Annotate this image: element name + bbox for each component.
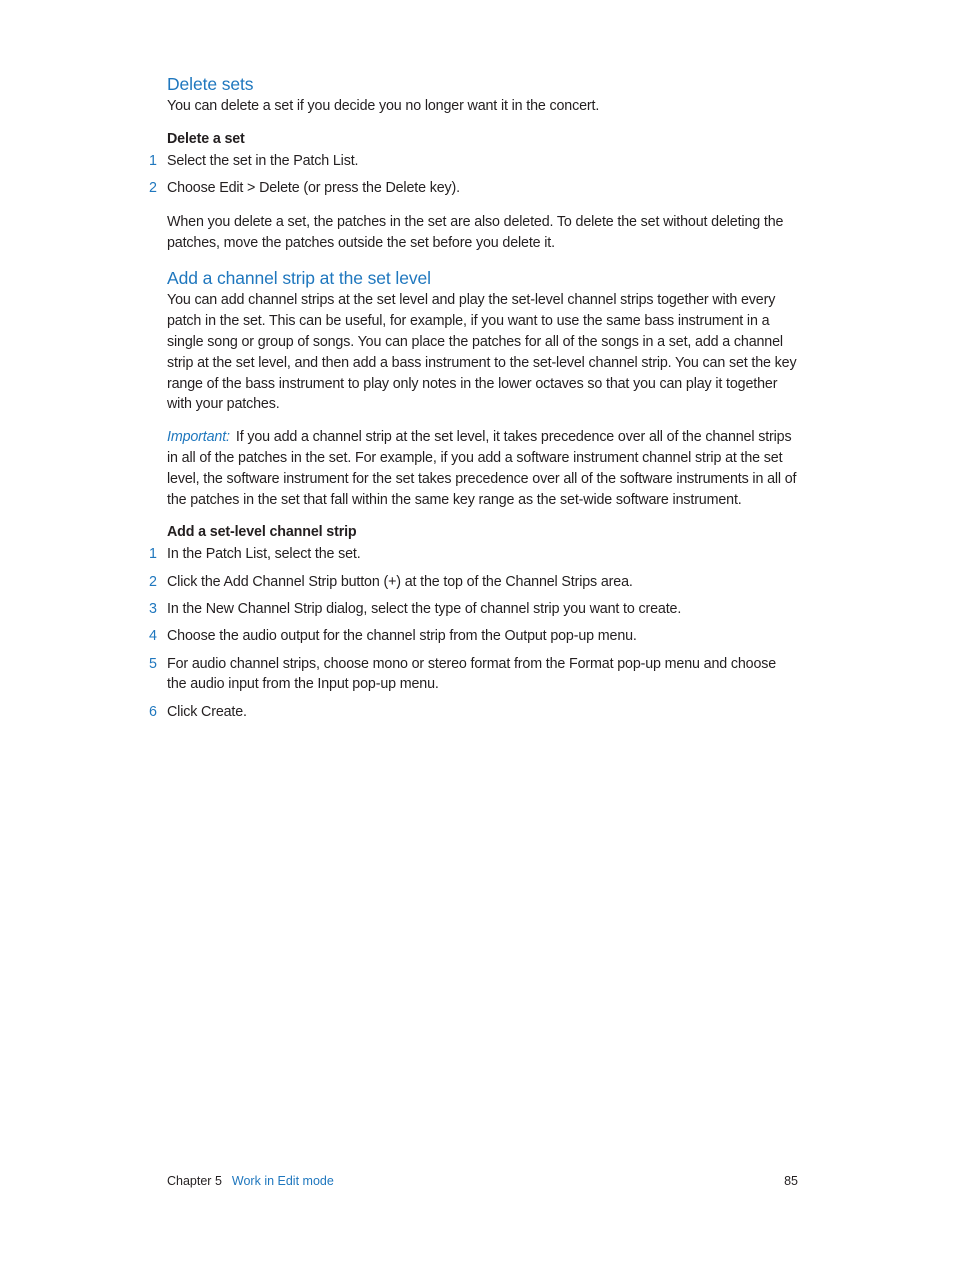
step-number: 2: [149, 180, 157, 197]
step-text: Choose Edit > Delete (or press the Delete key).: [167, 180, 460, 197]
step-text: In the New Channel Strip dialog, select the type of channel strip you want to create.: [167, 601, 682, 618]
page-number: 85: [784, 1174, 798, 1188]
section-heading-delete-sets: Delete sets: [167, 74, 254, 94]
steps-list: [149, 544, 797, 722]
list-item: [149, 151, 797, 172]
step-text: Click Create.: [167, 703, 247, 720]
step-number: 6: [149, 703, 157, 720]
list-item: [149, 572, 797, 593]
step-text: For audio channel strips, choose mono or stereo format from the Format pop-up menu and choose the audio input from the Input pop-up menu.: [167, 655, 777, 693]
list-item: [149, 178, 797, 199]
step-number: 1: [149, 546, 157, 563]
task-title: Delete a set: [167, 130, 245, 147]
step-text: Click the Add Channel Strip button (+) at the top of the Channel Strips area.: [167, 573, 633, 590]
section-note: When you delete a set, the patches in the set are also deleted. To delete the set without deleting the patches, move the patches outside the set before you delete it.: [167, 213, 784, 251]
important-note: [167, 427, 797, 510]
section-intro: You can delete a set if you decide you no longer want it in the concert.: [167, 98, 600, 114]
step-text: In the Patch List, select the set.: [167, 546, 361, 563]
task-title: Add a set-level channel strip: [167, 524, 357, 541]
page-content: [149, 72, 797, 723]
important-label: Important:: [167, 429, 230, 446]
step-number: 5: [149, 655, 157, 672]
section-heading-add-channel-strip: Add a channel strip at the set level: [167, 268, 431, 289]
section-intro: You can add channel strips at the set level and play the set-level channel strips together with every patch in the set. This can be useful, for example, if you want to use the same bass instrument in a single song or group of songs. You can place the patches for all of the songs in a set, add a channel strip at the set level, and then add a bass instrument to the set-level channel strip. You can set the key range of the bass instrument to play only notes in the lower octaves so that you can play it together with your patches.: [167, 292, 797, 413]
steps-list: [149, 151, 797, 199]
step-text: Select the set in the Patch List.: [167, 152, 359, 169]
list-item: [149, 654, 797, 696]
step-number: 2: [149, 573, 157, 590]
chapter-label: Chapter 5: [167, 1174, 222, 1188]
list-item: [149, 599, 797, 620]
list-item: [149, 702, 797, 723]
chapter-title-link[interactable]: Work in Edit mode: [231, 1174, 334, 1188]
important-text: If you add a channel strip at the set level, it takes precedence over all of the channel strips in all of the patches in the set. For example, if you add a software instrument channel strip at the set level, the software instrument for the set takes precedence over all of the software instruments in all of the patches in the set that fall within the same key range as the set-wide software instrument.: [167, 429, 797, 508]
list-item: [149, 626, 797, 647]
step-number: 1: [149, 152, 157, 169]
step-text: Choose the audio output for the channel strip from the Output pop-up menu.: [167, 628, 637, 645]
step-number: 4: [149, 628, 157, 645]
step-number: 3: [149, 601, 157, 618]
page-footer: [167, 1172, 798, 1190]
list-item: [149, 544, 797, 565]
